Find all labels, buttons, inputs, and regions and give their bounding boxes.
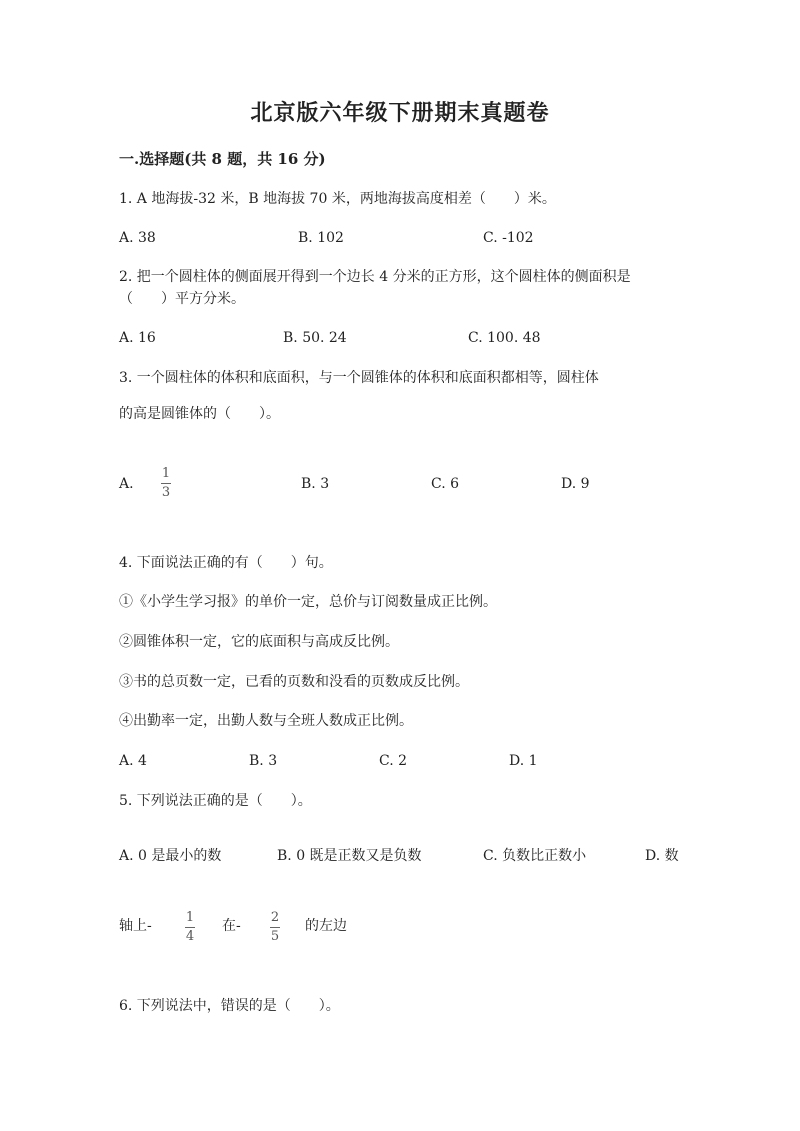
fraction-numerator: 1 [161, 466, 171, 481]
question-5-line-2-prefix: 轴上- [119, 918, 152, 934]
fraction-bar [270, 927, 280, 928]
question-5-line-2-suffix: 的左边 [305, 918, 347, 934]
question-3-option-b: B. 3 [301, 476, 330, 492]
question-3-option-a-label: A. [119, 476, 134, 492]
question-5-stem: 5. 下列说法正确的是（ ）。 [119, 793, 312, 809]
question-2-stem: 2. 把一个圆柱体的侧面展开得到一个边长 4 分米的正方形，这个圆柱体的侧面积是（ ）平方分米。 [119, 269, 631, 307]
question-4-option-d: D. 1 [509, 753, 538, 769]
question-1-option-a: A. 38 [119, 230, 156, 246]
question-5-option-b: B. 0 既是正数又是负数 [277, 848, 422, 864]
question-2-option-b: B. 50. 24 [283, 330, 347, 346]
question-3-stem-line-2: 的高是圆锥体的（ ）。 [119, 406, 280, 422]
question-5-fraction-1 [185, 911, 195, 944]
question-1-option-c: C. -102 [483, 230, 534, 246]
question-5-fraction-2 [270, 911, 280, 944]
question-5-option-a: A. 0 是最小的数 [119, 848, 222, 864]
question-4-option-b: B. 3 [249, 753, 278, 769]
question-4-option-c: C. 2 [379, 753, 408, 769]
question-4-stem: 4. 下面说法正确的有（ ）句。 [119, 555, 333, 571]
question-5-line-2-mid: 在- [222, 918, 241, 934]
question-4-statement-3: ③书的总页数一定，已看的页数和没看的页数成反比例。 [119, 674, 469, 690]
question-6-stem: 6. 下列说法中，错误的是（ ）。 [119, 998, 340, 1014]
fraction-denominator: 3 [161, 485, 171, 500]
fraction-numerator: 1 [185, 910, 195, 925]
question-2-option-a: A. 16 [119, 330, 156, 346]
question-3-option-a-fraction [161, 467, 171, 500]
fraction-bar [161, 483, 171, 484]
question-4-statement-1: ①《小学生学习报》的单价一定，总价与订阅数量成正比例。 [119, 594, 497, 610]
fraction-numerator: 2 [270, 910, 280, 925]
section-heading: 一.选择题(共 8 题，共 16 分) [119, 150, 326, 168]
fraction-denominator: 4 [185, 929, 195, 944]
question-5-option-c: C. 负数比正数小 [483, 848, 587, 864]
question-5-option-d: D. 数 [645, 848, 679, 864]
question-3-option-c: C. 6 [431, 476, 460, 492]
question-2-option-c: C. 100. 48 [468, 330, 541, 346]
question-4-option-a: A. 4 [119, 753, 147, 769]
question-1-stem: 1. A 地海拔-32 米，B 地海拔 70 米，两地海拔高度相差（ ）米。 [119, 191, 556, 207]
question-1-option-b: B. 102 [298, 230, 344, 246]
question-4-statement-4: ④出勤率一定，出勤人数与全班人数成正比例。 [119, 713, 413, 729]
fraction-bar [185, 927, 195, 928]
question-3-option-d: D. 9 [561, 476, 590, 492]
question-4-statement-2: ②圆锥体积一定，它的底面积与高成反比例。 [119, 634, 399, 650]
page-title: 北京版六年级下册期末真题卷 [250, 100, 550, 126]
question-3-stem-line-1: 3. 一个圆柱体的体积和底面积，与一个圆锥体的体积和底面积都相等，圆柱体 [119, 370, 599, 386]
fraction-denominator: 5 [270, 929, 280, 944]
